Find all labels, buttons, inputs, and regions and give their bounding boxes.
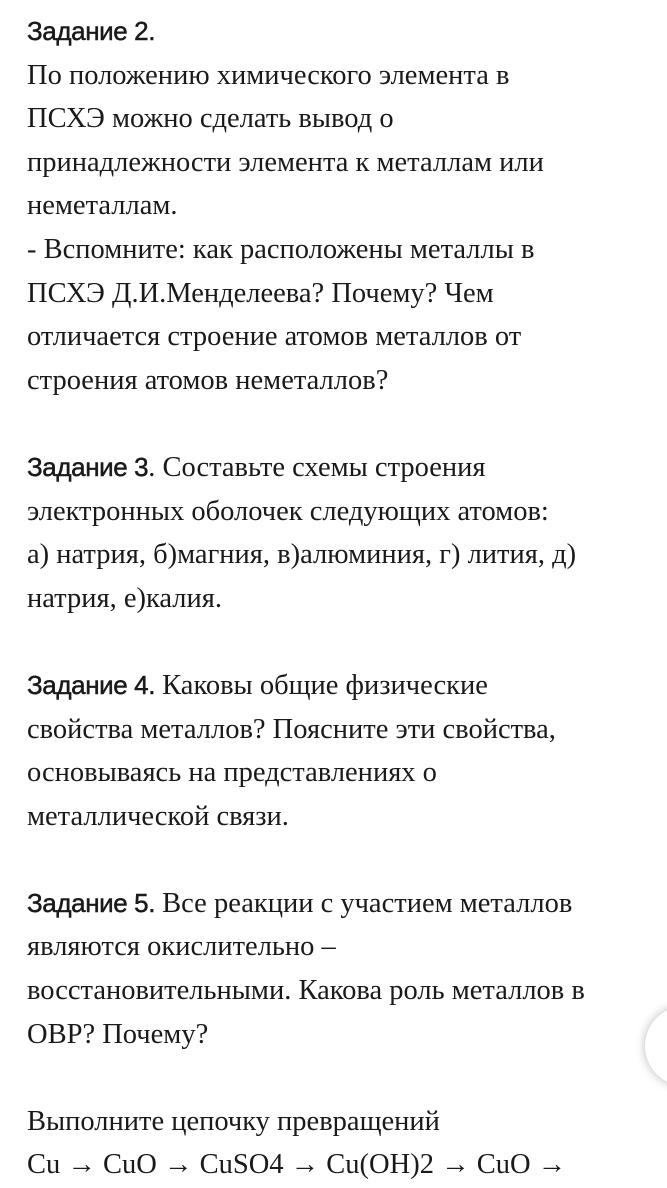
task-5-line: являются окислительно – bbox=[27, 931, 336, 963]
paragraph-gap bbox=[27, 1056, 657, 1100]
task-3-line: а) натрия, б)магния, в)алюминия, г) лития, д) bbox=[27, 539, 577, 571]
task-2-title: Задание 2. bbox=[27, 16, 156, 46]
task-4-first-line bbox=[27, 664, 657, 708]
task-3-title: Задание 3 bbox=[27, 451, 149, 482]
task-4-line: свойства металлов? Поясните эти свойства, bbox=[27, 713, 556, 745]
task-5-first-line bbox=[27, 882, 657, 926]
task-2-line: ПСХЭ можно сделать вывод о bbox=[27, 103, 394, 135]
chain-intro: Выполните цепочку превращений bbox=[27, 1105, 440, 1137]
task-4-intro: Каковы общие физические bbox=[155, 669, 488, 701]
task-3-line: натрия, е)калия. bbox=[27, 582, 222, 614]
task-5-line: восстановительными. Какова роль металлов в bbox=[27, 975, 585, 1007]
task-2-line: - Вспомните: как расположены металлы в bbox=[27, 233, 535, 265]
task-2-line: По положению химического элемента в bbox=[27, 59, 510, 91]
task-5-intro: Все реакции с участием металлов bbox=[155, 887, 573, 919]
task-4-line: металлической связи. bbox=[27, 800, 289, 832]
task-5-line: ОВР? Почему? bbox=[27, 1018, 209, 1050]
task-3-line: электронных оболочек следующих атомов: bbox=[27, 495, 549, 527]
task-3-first-line bbox=[27, 446, 657, 490]
paragraph-gap bbox=[27, 838, 657, 882]
task-2-line: ПСХЭ Д.И.Менделеева? Почему? Чем bbox=[27, 277, 494, 309]
paragraph-gap bbox=[27, 402, 657, 446]
task-2-line: строения атомов неметаллов? bbox=[27, 364, 389, 396]
task-3-intro: . Составьте схемы строения bbox=[148, 451, 486, 483]
task-5-title: Задание 5. bbox=[27, 887, 156, 918]
task-2-line: неметаллам. bbox=[27, 190, 178, 222]
paragraph-gap bbox=[27, 620, 657, 664]
document-page bbox=[27, 10, 657, 1187]
task-2-line: принадлежности элемента к металлам или bbox=[27, 146, 544, 178]
task-4-line: основываясь на представлениях о bbox=[27, 757, 437, 789]
chain-formula: Cu → CuO → CuSO4 → Cu(OH)2 → CuO → bbox=[27, 1149, 567, 1181]
task-4-title: Задание 4. bbox=[27, 669, 156, 700]
task-2-line: отличается строение атомов металлов от bbox=[27, 321, 522, 353]
